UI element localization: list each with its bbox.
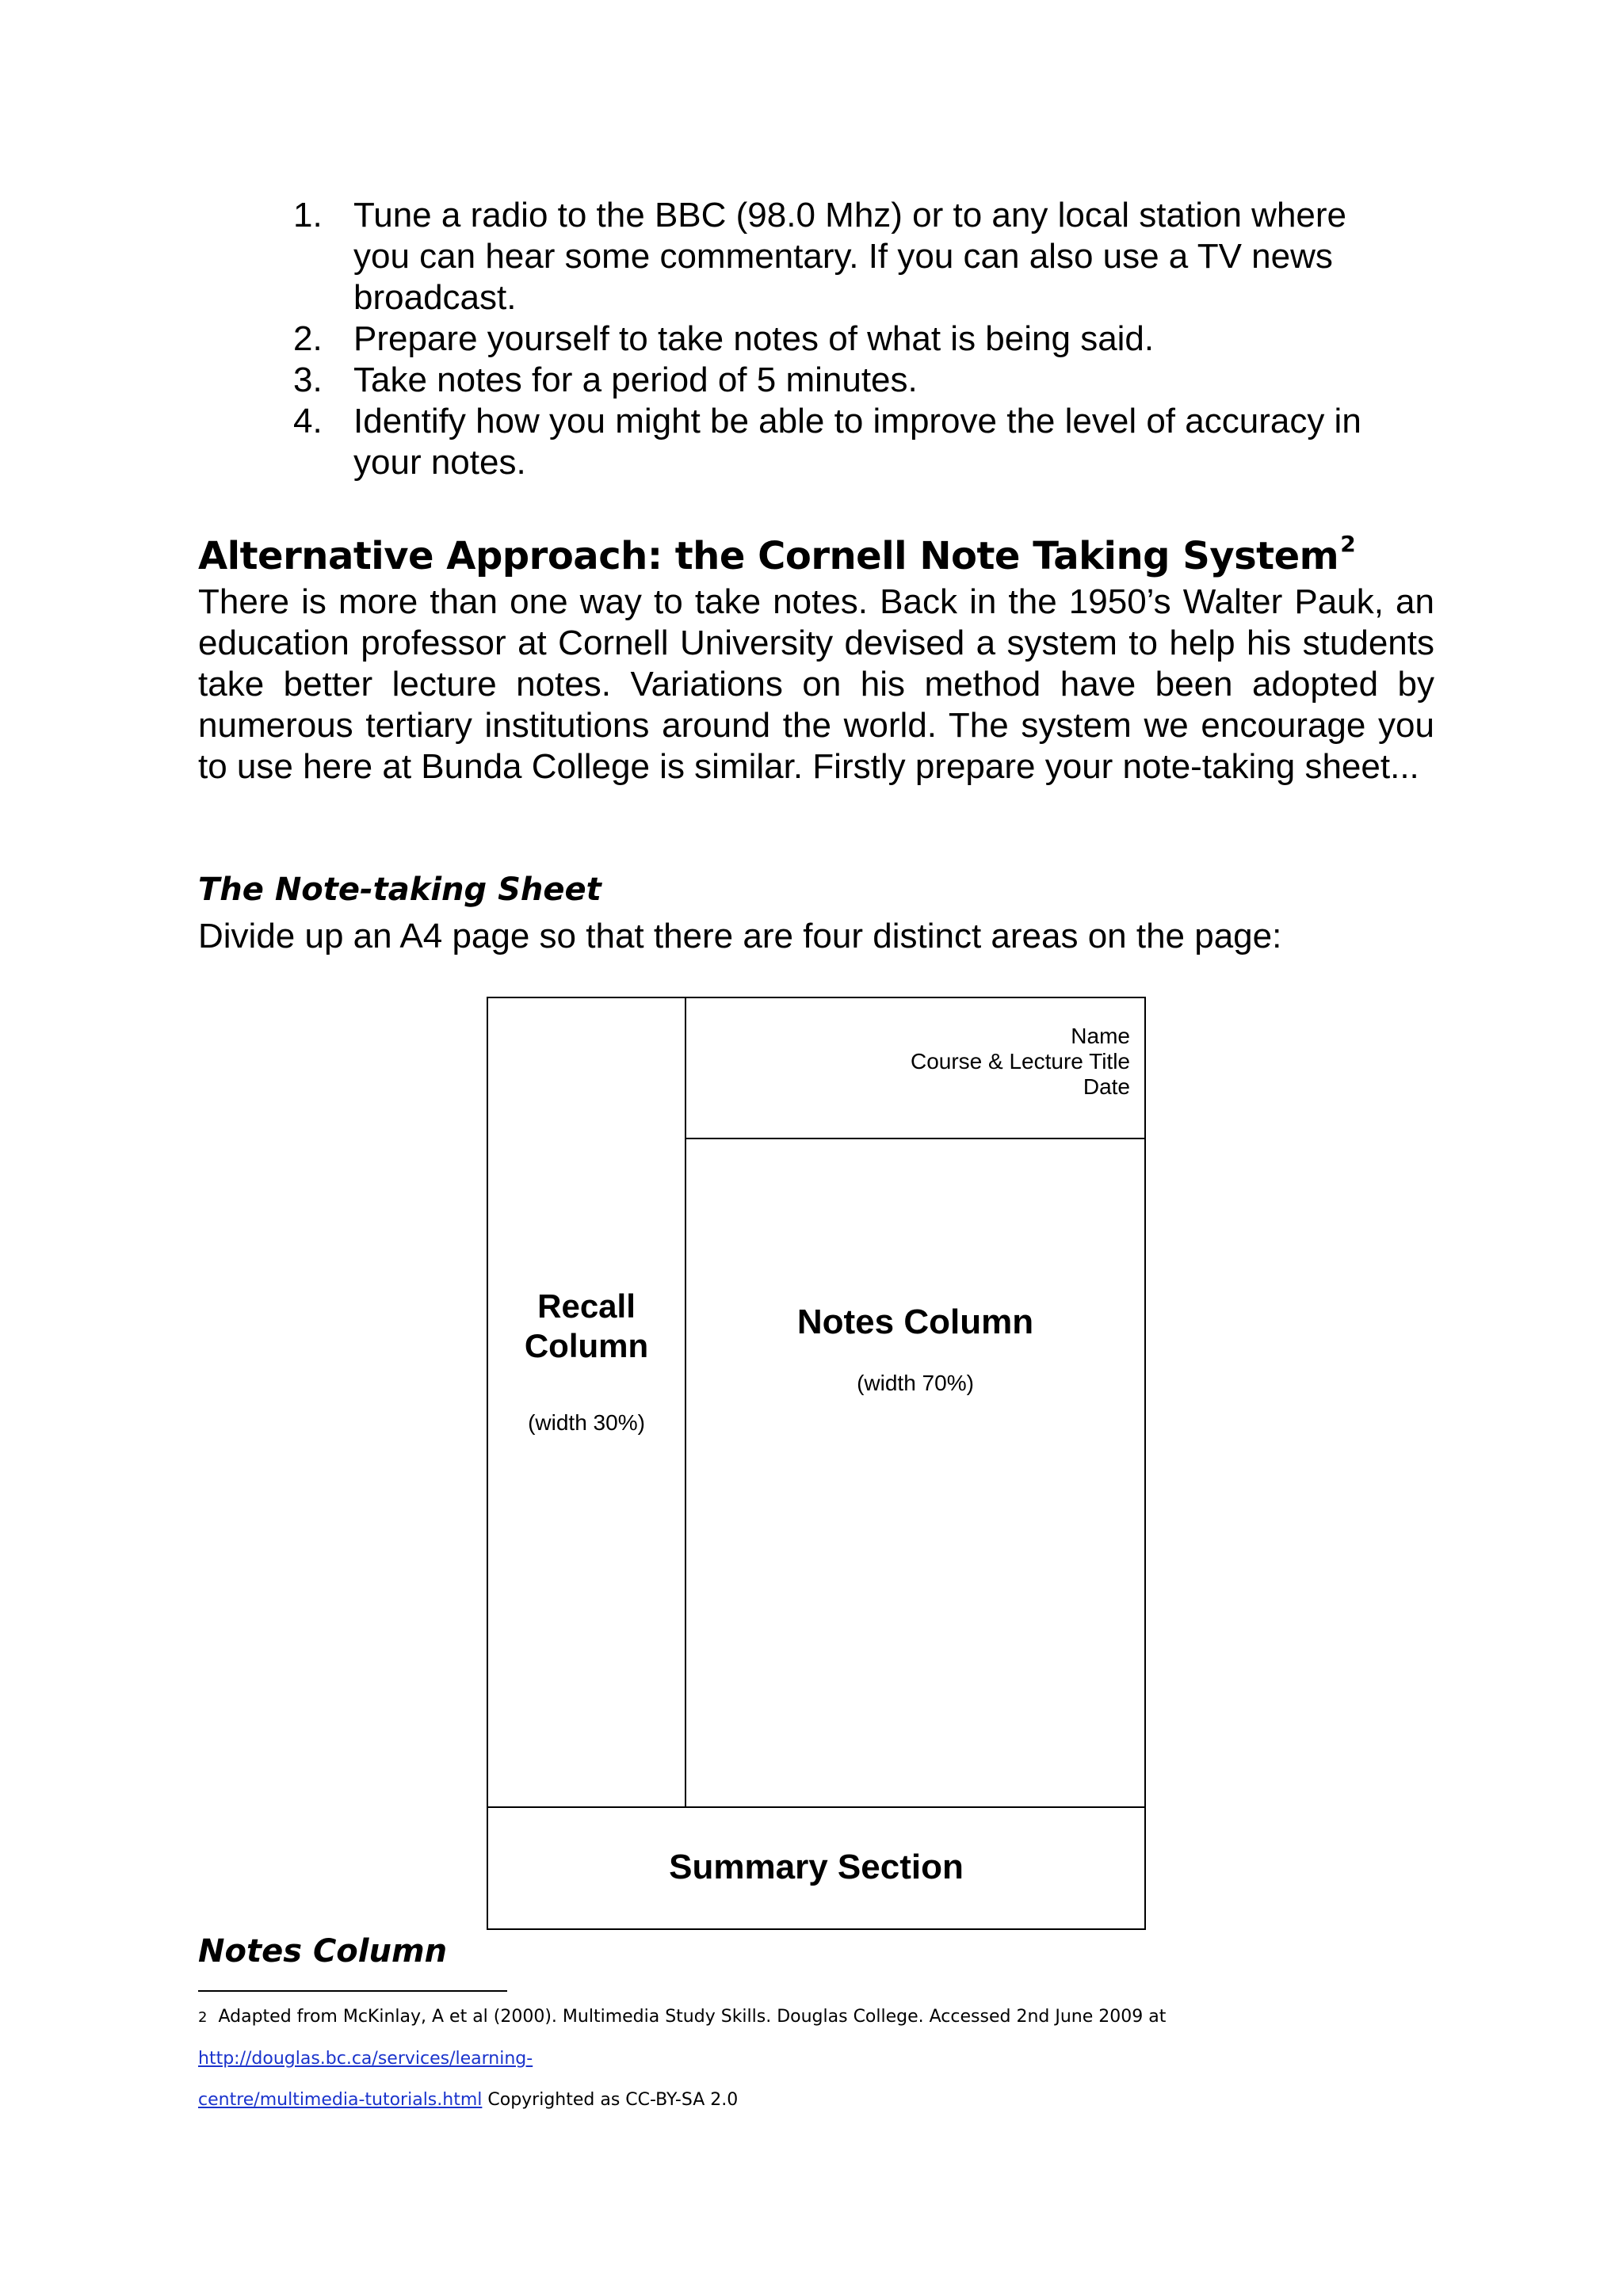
footnote-license: Copyrighted as CC-BY-SA 2.0 (482, 2090, 739, 2110)
cornell-sheet-diagram (487, 997, 1146, 1930)
notes-column-box (686, 1139, 1144, 1806)
notes-column-title: Notes Column (796, 1302, 1034, 1341)
intro-paragraph: There is more than one way to take notes. Back in the 1950’s Walter Pauk, an education professor at Cornell University devised a system to help his students take better lecture notes. Variations on his method have been adopted by numerous tertiary institutions around the world. The system we encourage you to use here at Bunda College is similar. Firstly prepare your note-taking sheet... (198, 582, 1434, 786)
footnote-link-part2[interactable]: centre/multimedia-tutorials.html (198, 2090, 483, 2110)
footnote-divider (198, 1990, 507, 1992)
recall-column-box (488, 998, 686, 1806)
section-heading (198, 531, 1355, 578)
header-name-label: Name (1071, 1024, 1130, 1048)
recall-column-title (488, 1287, 685, 1366)
activity-steps-list (293, 195, 1387, 483)
list-item-text: Take notes for a period of 5 minutes. (353, 360, 918, 399)
notes-width-note: (width 70%) (857, 1371, 974, 1395)
footnote-text: Adapted from McKinlay, A et al (2000). Multimedia Study Skills. Douglas College. Accessed 2nd June 2009 at (218, 2007, 1167, 2027)
list-item (293, 401, 1387, 483)
recall-title-line2: Column (524, 1327, 649, 1364)
subheading-note-taking-sheet: The Note-taking Sheet (198, 871, 601, 908)
footnote-link-part1[interactable]: http://douglas.bc.ca/services/learning- (198, 2049, 533, 2069)
header-course-label: Course & Lecture Title (910, 1049, 1130, 1074)
footnote-reference[interactable]: 2 (1340, 531, 1356, 557)
sheet-instructions: Divide up an A4 page so that there are four distinct areas on the page: (198, 917, 1282, 955)
list-item-text: Prepare yourself to take notes of what is being said. (353, 319, 1155, 358)
summary-section-box (488, 1806, 1144, 1928)
list-number: 3. (293, 360, 323, 399)
footnote (198, 1997, 1434, 2121)
footnote-mark: 2 (198, 2009, 208, 2026)
header-fields (911, 1024, 1130, 1100)
list-number: 4. (293, 402, 323, 441)
recall-title-line1: Recall (537, 1287, 636, 1325)
list-item (293, 360, 1387, 401)
list-item-text: Tune a radio to the BBC (98.0 Mhz) or to any local station where you can hear some commentary. If you can also use a TV news broadcast. (353, 196, 1347, 317)
list-number: 2. (293, 319, 323, 358)
recall-width-note: (width 30%) (528, 1410, 645, 1435)
list-number: 1. (293, 196, 323, 235)
list-item-text: Identify how you might be able to improve the level of accuracy in your notes. (353, 402, 1361, 482)
list-item (293, 195, 1387, 318)
list-item (293, 318, 1387, 360)
summary-section-title: Summary Section (669, 1848, 964, 1886)
subheading-notes-column: Notes Column (198, 1933, 448, 1970)
header-box (686, 998, 1144, 1139)
section-heading-text: Alternative Approach: the Cornell Note Taking System (198, 534, 1339, 578)
header-date-label: Date (1083, 1074, 1130, 1099)
